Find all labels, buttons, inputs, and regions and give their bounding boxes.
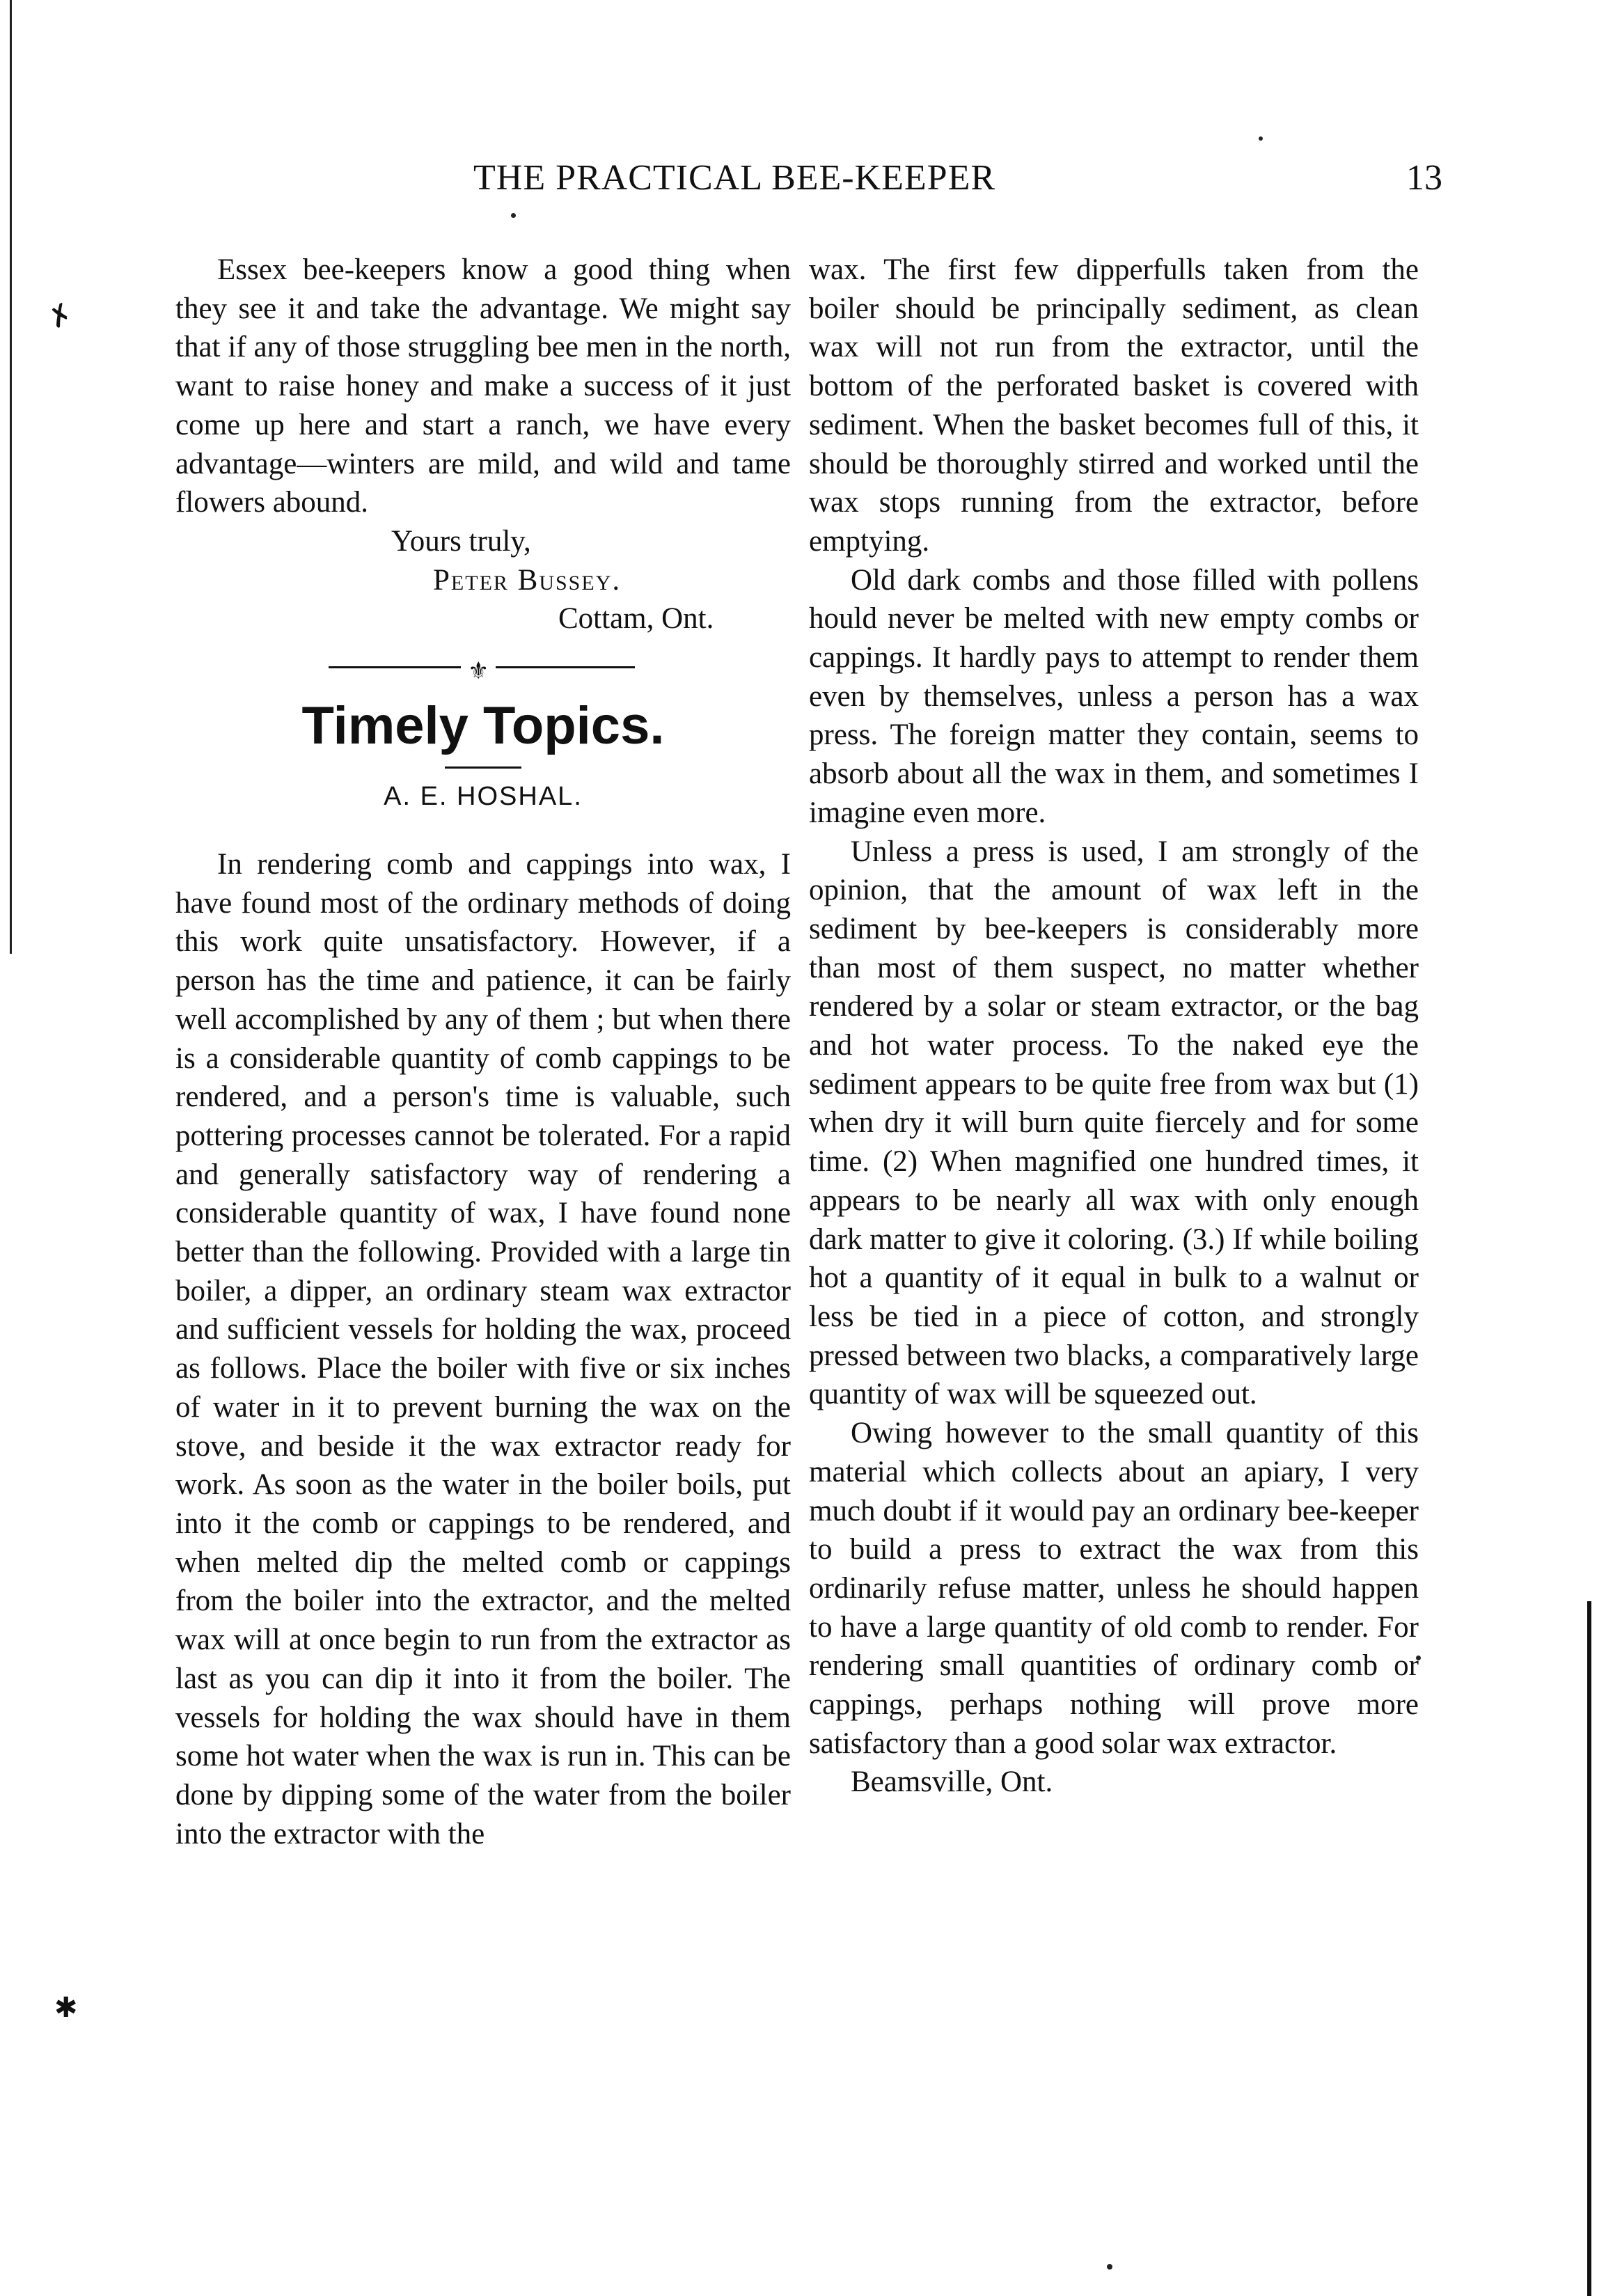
margin-mark-icon: ✗ (42, 296, 79, 336)
page-header (0, 157, 1606, 206)
left-column (175, 251, 791, 1853)
letter-signature: Peter Bussey. (433, 563, 622, 597)
letter-location: Cottam, Ont. (558, 602, 714, 636)
article-paragraph: Owing however to the small quantity of this material which collects about an apiary, I very much doubt if it would pay an ordinary bee-keeper to build a press to extract the wax from this ordinarily refuse matter, unless he should happen to have a large quantity of old comb to render. For rendering small quantities of ordinary comb or cappings, perhaps nothing will prove more satisfactory than a good solar wax extractor. (809, 1417, 1419, 1760)
running-title: THE PRACTICAL BEE-KEEPER (473, 158, 996, 198)
left-binding-rule (10, 0, 12, 954)
article-byline: A. E. HOSHAL. (384, 782, 583, 812)
margin-blot-icon: ✱ (54, 1992, 78, 2023)
fleuron-icon: ⚜ (461, 652, 496, 691)
right-binding-rule (1587, 1601, 1591, 2296)
print-speck (1259, 136, 1263, 141)
letter-closing: Yours truly, (391, 524, 531, 558)
article-paragraph: Old dark combs and those filled with pollens hould never be melted with new empty combs or cappings. It hardly pays to attempt to render them even by themselves, unless a person has a wax press. The foreign matter they contain, seems to absorb about all the wax in them, and sometimes I imagine even more. (809, 563, 1419, 829)
print-speck (511, 213, 516, 218)
letter-paragraph: Essex bee-keepers know a good thing when they see it and take the advantage. We might say that if any of those struggling bee men in the north, want to raise honey and make a success of it just come up here and start a ranch, we have every advantage—winters are mild, and wild and tame flowers abound. (175, 253, 791, 519)
right-column (809, 251, 1419, 1802)
letter-signoff (175, 522, 791, 638)
section-divider (175, 645, 791, 687)
article-location: Beamsville, Ont. (851, 1766, 1053, 1799)
article-paragraph: In rendering comb and cappings into wax, I have found most of the ordinary methods of doing this work quite unsatisfactory. However, if a person has the time and patience, it can be fairly well accomplished by any of them ; but when there is a considerable quantity of comb cappings to be rendered, and a person's time is valuable, such pottering processes cannot be tolerated. For a rapid and generally satisfactory way of rendering a considerable quantity of wax, I have found none better than the following. Provided with a large tin boiler, a dipper, an ordinary steam wax extractor and sufficient vessels for holding the wax, proceed as follows. Place the boiler with five or six inches of water in it to prevent burning the wax on the stove, and beside it the wax extractor ready for work. As soon as the water in the boiler boils, put into it the comb or cappings to be rendered, and when melted dip the melted comb or cappings from the boiler into the extractor, and the melted wax will at once begin to run from the extractor as last as you can dip it into it from the boiler. The vessels for holding the wax should have in them some hot water when the wax is run in. This can be done by dipping some of the water from the boiler into the extractor with the (175, 848, 791, 1850)
article-title: Timely Topics. (301, 696, 665, 756)
title-rule (445, 766, 521, 769)
article-paragraph: Unless a press is used, I am strongly of the opinion, that the amount of wax left in the sediment by bee-keepers is considerably more than most of them suspect, no matter whether rendered by a solar or steam extractor, or the bag and hot water process. To the naked eye the sediment appears to be quite free from wax but (1) when dry it will burn quite fiercely and for some time. (2) When magnified one hundred times, it appears to be nearly all wax with only enough dark matter to give it coloring. (3.) If while boiling hot a quantity of it equal in bulk to a walnut or less be tied in a piece of cotton, and strongly pressed between two blacks, a comparatively large quantity of wax will be squeezed out. (809, 835, 1419, 1411)
article-paragraph: wax. The first few dipperfulls taken from the boiler should be principally sediment, as clean wax will not run from the extractor, until the bottom of the perforated basket is covered with sediment. When the basket becomes full of this, it should be thoroughly stirred and worked until the wax stops running from the extractor, before emptying. (809, 253, 1419, 558)
page-number: 13 (1406, 158, 1442, 198)
print-speck (1107, 2264, 1112, 2270)
